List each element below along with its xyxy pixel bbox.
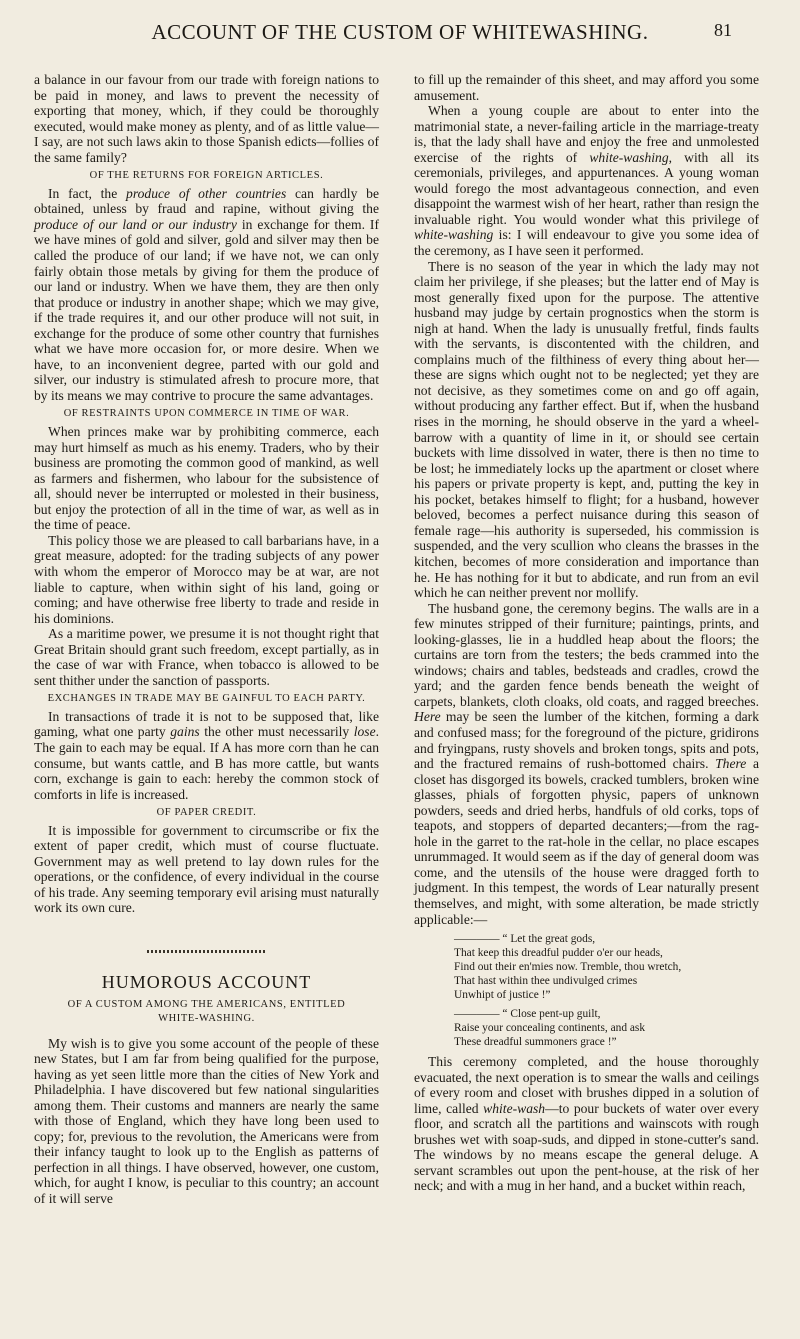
verse-quote-2	[454, 1007, 759, 1049]
paragraph-marriage: When a young couple are about to enter into the matrimonial state, a never-failing article in the marriage-treaty is, that the lady shall have and enjoy the free and unmolested exercise of the rights of white-washing, with all its ceremonials, privileges, and appurtenances. A young woman would forego the most advantageous connection, and even disappoint the warmest wish of her heart, rather than resign the invaluable right. You would wonder what this privilege of white-washing is: I will endeavour to give you some idea of the ceremony, as I have seen it performed.	[414, 103, 759, 259]
verse-line: Unwhipt of justice !”	[454, 989, 551, 1002]
paragraph-season: There is no season of the year in which the lady may not claim her privilege, if she pleases; but the latter end of May is most generally fixed upon for the purpose. The attentive husband may judge by certain prognostics when the storm is nigh at hand. When the lady is unusually fretful, finds faults with the servants, is discontented with the children, and complains much of the filthiness of every thing about her—these are signs which ought not to be neglected; yet they are not decisive, as they sometimes come on and go off again, without producing any farther effect. But if, when the husband rises in the morning, he should observe in the yard a wheel-barrow with a quantity of lime in it, or should see certain buckets with lime dissolved in water, there is then no time to be lost; he immediately locks up the apartment or closet where his papers or private property is kept, and, putting the key in his pocket, betakes himself to flight; for a husband, however beloved, becomes a perfect nuisance during this season of female rage—his authority is superseded, his commission is suspended, and the very scullion who cleans the brasses in the kitchen, becomes of more consideration and importance than he. He has nothing for it but to abdicate, and run from an evil which he can neither prevent nor mollify.	[414, 258, 759, 601]
paragraph-paper-credit: It is impossible for government to circumscribe or fix the extent of paper credit, which must of course fluctuate. Government may as well pretend to lay down rules for the operations, or the confidence, of every individual in the course of his trade. Any seeming temporary evil arising must naturally work its own cure.	[34, 822, 379, 916]
running-title: ACCOUNT OF THE CUSTOM OF WHITEWASHING.	[151, 20, 649, 44]
section-divider	[147, 950, 267, 953]
paragraph-continuation: to fill up the remainder of this sheet, and may afford you some amusement.	[414, 72, 759, 103]
verse-line: That hast within thee undivulged crimes	[454, 975, 638, 988]
paragraph-restraints-2: This policy those we are pleased to call barbarians have, in a great measure, adopted: for the trading subjects of any power with whom the emperor of Morocco may be at war, are not liable to capture, when within sight of his land, going or coming; and have otherwise free liberty to trade and reside in his dominions.	[34, 532, 379, 626]
paragraph-whitewash-operation: This ceremony completed, and the house thoroughly evacuated, the next operation is to smear the walls and ceilings of every room and closet with brushes dipped in a solution of lime, called white-wash—to pour buckets of water over every floor, and scratch all the partitions and wainscots with rough brushes wet with soap-suds, and dipped in stone-cutter's sand. The windows by no means escape the general deluge. A servant scrambles out upon the pent-house, at the risk of her neck; and with a mug in her hand, and a bucket within reach,	[414, 1054, 759, 1194]
verse-quote-1	[454, 932, 759, 1002]
essay-title: HUMOROUS ACCOUNT	[101, 971, 312, 992]
paragraph-exchanges: In transactions of trade it is not to be supposed that, like gaming, what one party gains the other must necessarily lose. The gain to each may be equal. If A has more corn than he can consume, but wants cattle, and B has more cattle, but wants corn, exchange is gain to each: hereby the common stock of comforts in life is increased.	[34, 708, 380, 802]
paragraph-essay-opening: My wish is to give you some account of the people of these new States, but I am far from being qualified for the purpose, having as yet seen little more than the cities of New York and Philadelphia. I have discovered but few national singularities among them. Their customs and manners are nearly the same with those of England, which they have long been used to copy; for, previous to the revolution, the Americans were from their infancy taught to look up to the English as patterns of perfection in all things. I have observed, however, one custom, which, for aught I know, is peculiar to this country; an account of it will serve	[34, 1035, 379, 1206]
paragraph-restraints-3: As a maritime power, we presume it is not thought right that Great Britain should grant such freedom, except partially, as in the case of war with France, when tobacco is allowed to be sent thither under the sanction of passports.	[34, 626, 379, 688]
heading-paper-credit: OF PAPER CREDIT.	[156, 807, 257, 819]
heading-returns: OF THE RETURNS FOR FOREIGN ARTICLES.	[89, 170, 324, 182]
verse-line: That keep this dreadful pudder o'er our heads,	[454, 947, 663, 960]
verse-line: ———— “ Let the great gods,	[454, 932, 759, 946]
verse-line: Find out their en'mies now. Tremble, thou wretch,	[454, 961, 682, 974]
essay-subtitle: OF A CUSTOM AMONG THE AMERICANS, ENTITLED WHITE-WASHING.	[67, 998, 346, 1024]
paragraph-intro: a balance in our favour from our trade with foreign nations to be paid in money, and laws to prevent the necessity of exporting that money, which, if they could be thoroughly executed, would make money as plenty, and of as little value—I say, are not such laws akin to those Spanish edicts—follies of the same family?	[34, 72, 379, 165]
paragraph-restraints-1: When princes make war by prohibiting commerce, each may hurt himself as much as his enemy. Traders, who by their business are promoting the common good of mankind, as well as farmers and fishermen, who labour for the subsistence of all, should never be interrupted or molested in their business, but enjoy the protection of all in the time of war, as well as in the time of peace.	[34, 424, 379, 533]
paragraph-returns: In fact, the produce of other countries can hardly be obtained, unless by fraud and rapine, without giving the produce of our land or our industry in exchange for them. If we have mines of gold and silver, gold and silver may then be called the produce of our land; if we have not, we can only fairly obtain those metals by giving for them the produce of our land or industry. When we have them, they are then only that produce or industry in another shape; which we may give, if the trade requires it, and our other produce will not suit, in exchange for the produce of some other country that furnishes what we have more occasion for, or more desire. When we have, to an inconvenient degree, parted with our gold and silver, our industry is stimulated afresh to procure more, that by its means we may contrive to procure the same advantages.	[34, 185, 379, 403]
paragraph-husband-gone: The husband gone, the ceremony begins. The walls are in a few minutes stripped of their furniture; paintings, prints, and looking-glasses, lie in a huddled heap about the floors; the curtains are torn from the testers; the beds crammed into the windows; chairs and tables, bedsteads and cradles, crowd the yard; and the garden fence bends beneath the weight of carpets, blankets, cloth cloaks, old coats, and ragged breeches. Here may be seen the lumber of the kitchen, forming a dark and confused mass; for the foreground of the picture, gridirons and fryingpans, rusty shovels and broken tongs, spits and pots, and the fractured remains of rush-bottomed chairs. There a closet has disgorged its bowels, cracked tumblers, broken wine glasses, phials of forgotten physic, papers of unknown powders, seeds and dried herbs, handfuls of old corks, tops of teapots, and stoppers of departed decanters;—from the rag-hole in the garret to the rat-hole in the cellar, no place escapes unrummaged. It would seem as if the day of general doom was come, and the utensils of the house were dragged forth to judgment. In this tempest, the words of Lear naturally present themselves, and might, with some alteration, be made strictly applicable:—	[414, 600, 759, 927]
heading-restraints: OF RESTRAINTS UPON COMMERCE IN TIME OF WAR.	[63, 408, 350, 420]
heading-exchanges: EXCHANGES IN TRADE MAY BE GAINFUL TO EACH PARTY.	[47, 693, 366, 705]
verse-line: ———— “ Close pent-up guilt,	[454, 1007, 759, 1021]
page-number: 81	[714, 20, 732, 40]
verse-line: These dreadful summoners grace !”	[454, 1036, 617, 1049]
left-column	[34, 72, 379, 1207]
verse-line: Raise your concealing continents, and ask	[454, 1022, 646, 1035]
right-column	[414, 72, 759, 1194]
